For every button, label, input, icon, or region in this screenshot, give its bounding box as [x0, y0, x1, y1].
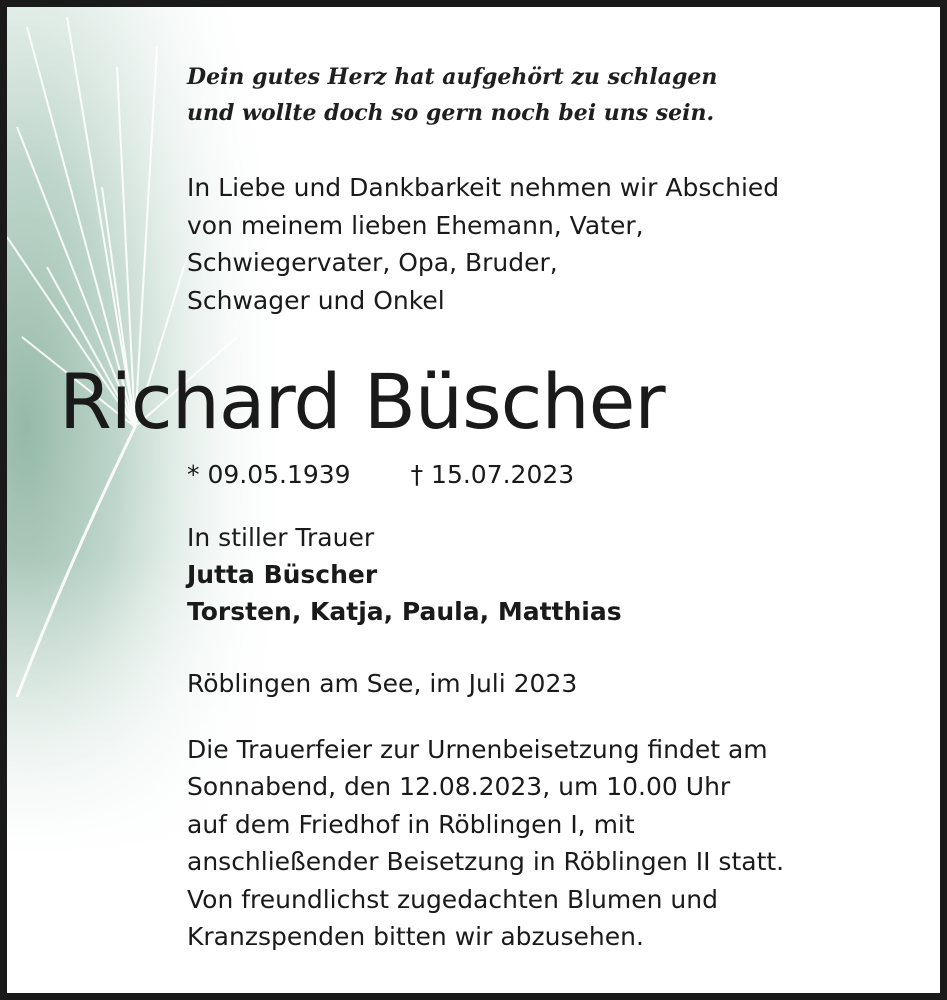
life-dates: [187, 457, 574, 493]
death-date: † 15.07.2023: [410, 460, 575, 489]
mourner-name: Torsten, Katja, Paula, Matthias: [187, 597, 622, 626]
intro-line: Schwiegervater, Opa, Bruder,: [187, 248, 558, 277]
deceased-name: Richard Büscher: [59, 357, 665, 446]
motto-line: und wollte doch so gern noch bei uns sein.: [187, 100, 715, 126]
motto-line: Dein gutes Herz hat aufgehört zu schlagen: [187, 64, 718, 90]
mourners-block: [187, 519, 622, 630]
place-and-date: Röblingen am See, im Juli 2023: [187, 669, 578, 698]
funeral-line: Die Trauerfeier zur Urnenbeisetzung findet am: [187, 735, 768, 764]
intro-line: In Liebe und Dankbarkeit nehmen wir Abschied: [187, 173, 780, 202]
funeral-details: [187, 731, 784, 955]
funeral-line: Sonnabend, den 12.08.2023, um 10.00 Uhr: [187, 772, 731, 802]
birth-date: * 09.05.1939: [187, 460, 351, 489]
funeral-line: Von freundlichst zugedachten Blumen und: [187, 884, 718, 914]
funeral-line: anschließender Beisetzung in Röblingen II statt.: [187, 847, 785, 877]
intro-line: Schwager und Onkel: [187, 285, 445, 315]
funeral-line: Kranzspenden bitten wir abzusehen.: [187, 922, 644, 952]
farewell-intro: [187, 169, 779, 319]
funeral-line: auf dem Friedhof in Röblingen I, mit: [187, 809, 635, 839]
mourners-heading: In stiller Trauer: [187, 523, 375, 552]
motto-verse: [187, 59, 717, 131]
mourner-name: Jutta Büscher: [187, 560, 378, 589]
intro-line: von meinem lieben Ehemann, Vater,: [187, 210, 644, 240]
